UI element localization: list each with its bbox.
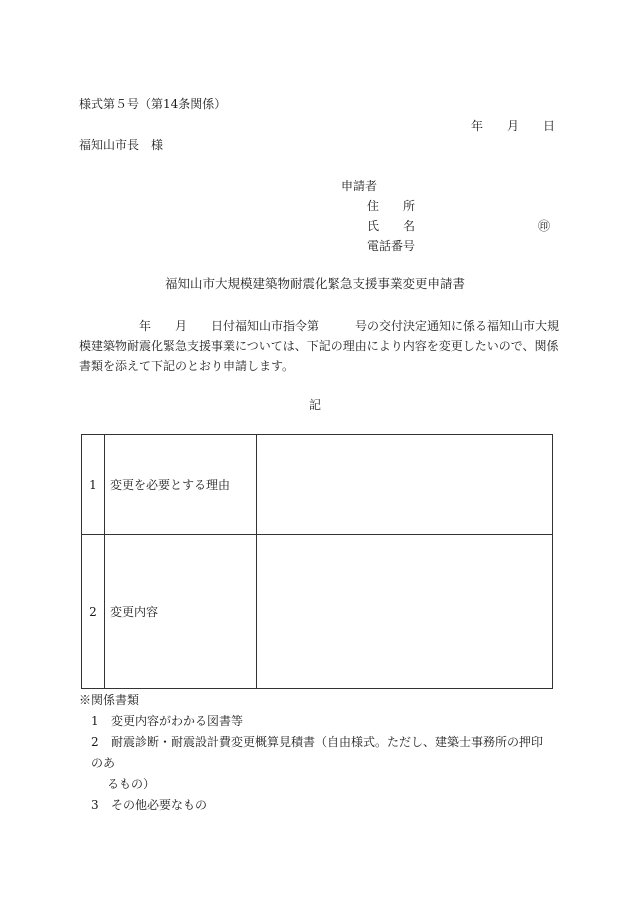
note-text: 変更内容がわかる図書等 bbox=[111, 714, 244, 728]
body-line: 年 月 日付福知山市指令第 号の交付決定通知に係る福知山市大規 bbox=[79, 319, 560, 333]
body-line: 書類を添えて下記のとおり申請します。 bbox=[79, 359, 295, 373]
seal-mark: ㊞ bbox=[538, 219, 551, 233]
table-row bbox=[82, 535, 553, 689]
row-label: 変更内容 bbox=[105, 535, 257, 689]
addressee: 福知山市長 様 bbox=[79, 138, 164, 152]
applicant-name-label: 氏 名 bbox=[367, 219, 416, 233]
row-number: 2 bbox=[82, 535, 105, 689]
body-line: 模建築物耐震化緊急支援事業については、下記の理由により内容を変更したいので、関係 bbox=[79, 339, 559, 353]
applicant-address-label: 住 所 bbox=[367, 199, 416, 213]
list-item bbox=[79, 732, 554, 774]
date-month: 月 bbox=[507, 119, 520, 133]
list-item bbox=[79, 711, 554, 732]
note-number: 3 bbox=[91, 798, 99, 812]
note-text: その他必要なもの bbox=[111, 798, 208, 812]
table-row bbox=[82, 435, 553, 535]
date-year: 年 bbox=[471, 119, 484, 133]
note-number: 1 bbox=[91, 714, 99, 728]
row-label: 変更を必要とする理由 bbox=[105, 435, 257, 535]
form-number: 様式第５号（第14条関係） bbox=[79, 97, 227, 111]
ki-heading: 記 bbox=[308, 398, 321, 412]
date-day: 日 bbox=[543, 119, 556, 133]
document-title: 福知山市大規模建築物耐震化緊急支援事業変更申請書 bbox=[164, 276, 465, 291]
row-value-field[interactable] bbox=[257, 535, 553, 689]
applicant-heading: 申請者 bbox=[341, 179, 378, 193]
date-line bbox=[471, 118, 555, 134]
note-number: 2 bbox=[91, 735, 99, 749]
note-continuation: るもの） bbox=[107, 777, 156, 791]
notes-heading: ※関係書類 bbox=[79, 693, 140, 707]
list-item bbox=[79, 795, 554, 816]
row-number: 1 bbox=[82, 435, 105, 535]
row-value-field[interactable] bbox=[257, 435, 553, 535]
notes-section bbox=[79, 690, 554, 816]
note-text: 耐震診断・耐震設計費変更概算見積書（自由様式。ただし、建築士事務所の押印のあ bbox=[91, 735, 544, 770]
applicant-phone-label: 電話番号 bbox=[367, 239, 416, 253]
body-paragraph bbox=[79, 316, 560, 376]
change-table bbox=[81, 434, 553, 689]
